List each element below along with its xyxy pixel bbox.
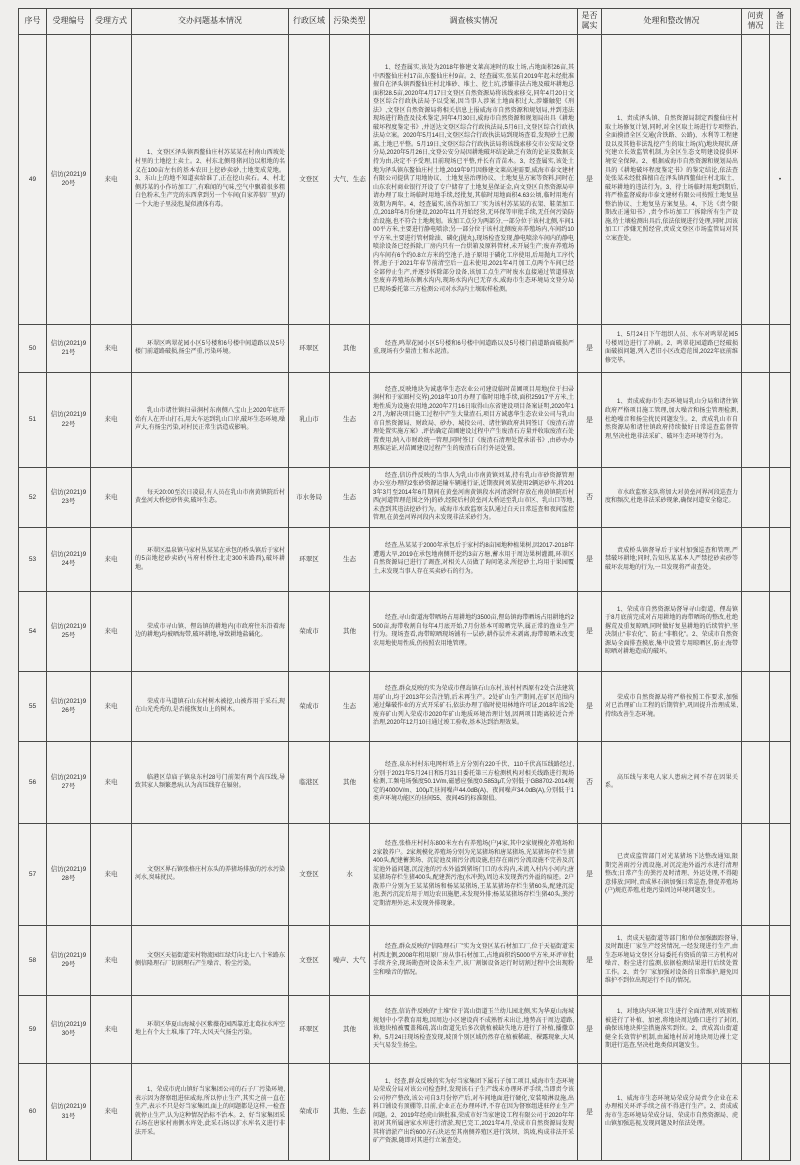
cell-acceptance-number: 信访(2021)928号: [47, 823, 91, 925]
cell-admin-region: 环翠区: [289, 995, 330, 1063]
cell-acceptance-number: 信访(2021)923号: [47, 467, 91, 527]
cell-remark: [770, 324, 791, 372]
cell-problem-description: 1、荣成市虎山镇好当家集团公司的石子厂污染环境,表示因为督察组进驻威海,所以停止生产,其实之前一直在生产,表示不只是好当家集团,面上的问题都是这样,一检查就停止生产,认为这种情况治标不治本。2、好当家集团采石场在唐家村南侧水库处,此采石场以扩水库名义进行非法开采。: [132, 1063, 289, 1160]
cell-pollution-type: 生态: [330, 467, 370, 527]
cell-acceptance-method: 来电: [91, 527, 132, 591]
cell-investigation-result: 经查,寻山街道海带晒场占用耕地约3500亩,俚岛镇海带晒场占用耕地约2500亩,海带收割自每年4月底开始,7月份基本可晾晒完毕,属正常的渔业生产行为。现场查看,海带晾晒现场铺有一层砂,耕作层并未剥离,海带晾晒未改变农用地使用性质,仍按照农用地管理。: [370, 591, 578, 671]
table-row: [19, 372, 791, 467]
cell-problem-description: 文登区界石镇张格庄村东头的养猪场排放的污水污染河水,臭味扰民。: [132, 823, 289, 925]
cell-verified-flag: 是: [578, 324, 602, 372]
cell-accountability: [742, 324, 770, 372]
cell-acceptance-method: 来电: [91, 591, 132, 671]
cell-problem-description: 环翠区鸣翠花园小区5号楼和6号楼中间道路以及5号楼门前道路破损,扬尘严重,污染环境。: [132, 324, 289, 372]
cell-verified-flag: 是: [578, 527, 602, 591]
cell-accountability: [742, 995, 770, 1063]
cell-pollution-type: 噪声、大气: [330, 925, 370, 995]
cell-accountability: [742, 34, 770, 324]
cell-admin-region: 市水务局: [289, 467, 330, 527]
table-row: [19, 591, 791, 671]
cell-handling-rectification: 1、荣成市自然资源局督导寻山街道、俚岛镇于8月底前完成对占用耕地的海带晒场的整改,杜绝撂荒及重复晾晒,同时做好复垦耕地的后续管护,坚决制止“非农化”、防止“非粮化”。2、荣成市自然资源局全面排查摸底,集中设置专用晾晒区,防止海带晾晒对耕地造成的破坏。: [602, 591, 742, 671]
column-header-4: 行政区域: [289, 9, 330, 35]
cell-serial-number: 59: [19, 995, 47, 1063]
cell-serial-number: 58: [19, 925, 47, 995]
cell-problem-description: 乳山市诸往镇扫帚涧村东南侧八宝山上2020年底开始有人在开山打石,用大车运到乳山口岸,破坏生态环境,噪声大,有扬尘污染,对村民正常生活造成影响。: [132, 372, 289, 467]
table-row: [19, 995, 791, 1063]
cell-acceptance-method: 来电: [91, 823, 132, 925]
cell-investigation-result: 1、经查,群众反映的实为好当家集团下属石子加工项目,威海市生态环境局荣成分局对该公司检查时,发现该石子生产线未办理环评手续,当即责令该公司停产整改,该公司自3月份停产后,对车间地面进行硬化,安装喷淋设施,出料口铺设有顶棚等,目前,企业正在办理环评,不存在因为督察组进驻停止生产问题。2、2019年经虎山镇批准,荣成市好当家建设工程有限公司于2020年年初对其所属唐家水库进行清淤,现已完工,2021年4月,荣成市自然资源局发现其将清淤产出约600方石块运至其南侧养殖区进行筑坝、筑坡,构成非法开采矿产资源,随即对其进行立案查处。: [370, 1063, 578, 1160]
cell-acceptance-number: 信访(2021)925号: [47, 591, 91, 671]
table-row: [19, 671, 791, 741]
cell-accountability: [742, 591, 770, 671]
table-row: [19, 823, 791, 925]
cell-acceptance-number: 信访(2021)931号: [47, 1063, 91, 1160]
cell-handling-rectification: 1、责成威海市生态环境局乳山分局和诸往镇政府严格项目施工管理,加大噪音和扬尘管理检测,杜绝噪音和扬尘扰民问题发生。2、责成乳山市自然资源局和诸往镇政府持续做好日常巡查监督管理,坚决杜绝非法采矿、破坏生态环境等行为。: [602, 372, 742, 467]
column-header-3: 交办问题基本情况: [132, 9, 289, 35]
cell-remark: •: [770, 34, 791, 324]
table-row: [19, 34, 791, 324]
cell-handling-rectification: 1、5月24日下午组织人员、水车对鸣翠花园5号楼周边进行了冲刷。2、鸣翠花园道路已经破损面破损问题,列入老旧小区改造范围,2022年底前维修完毕。: [602, 324, 742, 372]
cell-verified-flag: 是: [578, 372, 602, 467]
table-row: [19, 467, 791, 527]
column-header-9: 问责情况: [742, 9, 770, 35]
cell-remark: [770, 741, 791, 823]
cell-acceptance-method: 来电: [91, 1063, 132, 1160]
cell-problem-description: 临港区草庙子镇泉东村28号门前架有两个高压线,导致其家人频繁患病,认为高压线存在辐射。: [132, 741, 289, 823]
cell-serial-number: 55: [19, 671, 47, 741]
column-header-1: 受理编号: [47, 9, 91, 35]
cell-acceptance-method: 来电: [91, 671, 132, 741]
cell-admin-region: 文登区: [289, 823, 330, 925]
cell-verified-flag: 否: [578, 741, 602, 823]
cell-verified-flag: 是: [578, 823, 602, 925]
cell-investigation-result: 经查,反映地块为诚惠华生态农业公司建设临时苗圃项目用地(位于扫帚涧村和于家圈村交界),2018年10月办理了临时用地手续,面积25917平方米,土地性质为设施农用地,2020年7月16日取得山东省建设项目备案证明,2020年12月,为解决项目施工过程中产生大量渣石,项目方诚惠华生态农业公司与乳山市自然资源局、财政局、砂办、城投公司、诸往镇政府共同签订《废渣石清理处置实施方案》,评估确定苗圃建设过程中产生废渣石方量并收取废渣石处置费用,纳入市财政统一管理,同时签订《废渣石清理处置承诺书》,由砂办办理准运证,对苗圃建设过程产生的废渣石自行外运处置。: [370, 372, 578, 467]
cell-problem-description: 环翠区温泉镇马家村丛某某在承包的桥头镇后于家村的5亩地挖砂卖砂(马府村桥往北走300米路西),破坏耕地。: [132, 527, 289, 591]
column-header-7: 是否属实: [578, 9, 602, 35]
cell-investigation-result: 经查,丛某某于2000年承包后于家村约8亩园地种植果树,因2017-2018年遭遇大旱,2019在承包地南侧开挖约3亩方塘,蓄水用于周边果树灌溉,环翠区自然资源局已进行了调查,对相关人员做了询问笔录,所挖砂土,均用于果园覆土,未发现当事人存在买卖砂石的行为。: [370, 527, 578, 591]
cell-verified-flag: 否: [578, 467, 602, 527]
cell-serial-number: 53: [19, 527, 47, 591]
cell-admin-region: 文登区: [289, 34, 330, 324]
column-header-8: 处理和整改情况: [602, 9, 742, 35]
table-row: [19, 1063, 791, 1160]
cell-acceptance-method: 来电: [91, 467, 132, 527]
cell-remark: [770, 372, 791, 467]
cell-problem-description: 每天20:00至次日凌晨,有人员在乳山市南黄镇院后村黄垒河大桥挖砂售卖,破坏生态。: [132, 467, 289, 527]
cell-investigation-result: 经查,信访件反映的“土堆”位于嵩山街道玉兰幼儿园北侧,实为华夏山海城规划中小学教育用地,因周边小区建设尚不成熟暂未出让,地势高于周边道路,该地块植被覆盖稀疏,嵩山街道先后多次就植被缺失地方进行了补植,播撒草种。5月24日现场检查发现,坡顶个别区域仍然存在植被稀疏、裸露现象,大风天气易发生扬尘。: [370, 995, 578, 1063]
cell-problem-description: 荣成市马道镇石山东村树木被挖,山被炸用于采石,现在山光秃秃的,是否能恢复山上的树木。: [132, 671, 289, 741]
cell-admin-region: 荣成市: [289, 1063, 330, 1160]
cell-acceptance-number: 信访(2021)924号: [47, 527, 91, 591]
cell-handling-rectification: 1、责成天福街道等部门和单位加强跟踪督导,及时跟进厂家生产经营情况,一经发现进行生产,由生态环境局文登区分局委托有资质的第三方机构对噪音、粉尘进行监测,依据检测结果进行后续处置工作。2、责令厂家加强对设备的日常维护,避免因维护不到位出现运行不良的情况。: [602, 925, 742, 995]
cell-pollution-type: 生态: [330, 527, 370, 591]
cell-remark: [770, 925, 791, 995]
cell-remark: [770, 823, 791, 925]
cell-serial-number: 50: [19, 324, 47, 372]
cell-handling-rectification: 已责成监管部门对光某猪场下达整改通知,限期完善雨污分流设施,对沉淀池外溢污水进行清理整改;日常产生的粪污及时清理、外运处理,不得随意排放;同时,责成界石镇加强日常巡查,督促养殖场(户)规范养殖,杜绝污染周边环境问题发生。: [602, 823, 742, 925]
table-row: [19, 741, 791, 823]
cell-handling-rectification: 1、对地块内环境卫生进行全面清理,对坡顶植被进行了补植、加密,将地块周边路口进行了封闭,确保该地块抑尘措施落实到位。2、责成嵩山街道健全长效管护机制,由属地村居对地块周边裸土定期进行巡查,坚决杜绝类似问题发生。: [602, 995, 742, 1063]
cell-remark: [770, 995, 791, 1063]
cell-problem-description: 文登区天福街道宋村物流园红绿灯向北七八十米路东侧信隆理石厂切割理石产生噪音、粉尘污染。: [132, 925, 289, 995]
cell-accountability: [742, 467, 770, 527]
cell-acceptance-method: 来电: [91, 995, 132, 1063]
cell-acceptance-number: 信访(2021)929号: [47, 925, 91, 995]
cell-remark: [770, 527, 791, 591]
cell-handling-rectification: 1、责成泽头镇、自然资源局制定西鳌仙庄村取土场修复计划,同时,对全区取土场进行专项整治,全面摸清全区交通(含铁路、公路)、水利等工程建设以及其他非法乱挖产生的取土场(坑)地块现状,研究建立长效监管机制,为全区生态文明建设提供环境安全保障。2、根据威海市自然资源和规划局出具的《耕地破坏程度鉴定书》的鉴定结论,依法查处张某未经批准擅自在泽头镇西鳌仙庄村北取土、破坏耕地的违法行为。3、待土场临时用地到期后,将严格监督威海市泰文建材有限公司按照土地复垦整治协议、土地复垦方案复垦。4、下达《责令限期改正通知书》,责令作坊加工厂拆除所有生产设施,待土壤检测出具后,依法依规进行处理,同时,因该加工厂涉嫌无照经营,责成文登区市场监管局对其立案查处。: [602, 34, 742, 324]
cell-pollution-type: 其他: [330, 995, 370, 1063]
cell-accountability: [742, 671, 770, 741]
cell-accountability: [742, 1063, 770, 1160]
complaint-ledger-table: [18, 8, 791, 1161]
cell-verified-flag: 是: [578, 591, 602, 671]
cell-investigation-result: 经查,群众反映的“信隆理石厂”实为文登区某石材加工厂,位于天福街道宋村西北侧,2008年租用原厂房从事石材加工,占地面积约5000平方米,环评审批手续齐全,现场勘查时设备未生产,该厂割锯设备运行时切割过程中会出现粉尘和噪音的情况。: [370, 925, 578, 995]
cell-accountability: [742, 527, 770, 591]
cell-acceptance-number: 信访(2021)926号: [47, 671, 91, 741]
cell-acceptance-method: 来电: [91, 34, 132, 324]
cell-admin-region: 临港区: [289, 741, 330, 823]
cell-serial-number: 51: [19, 372, 47, 467]
cell-investigation-result: 经查,鸣翠花园小区5号楼和6号楼中间道路以及5号楼门前道路面破损严重,现场有少量渣土和水泥渣。: [370, 324, 578, 372]
column-header-6: 调查核实情况: [370, 9, 578, 35]
cell-remark: [770, 1063, 791, 1160]
cell-acceptance-number: 信访(2021)922号: [47, 372, 91, 467]
cell-acceptance-method: 来电: [91, 324, 132, 372]
cell-investigation-result: 1、经查属实,该处为2018年修建文莱高速时的取土场,占地面积26亩,其中西鳌仙庄村17亩,东鳌仙庄村9亩。2、经查属实,张某自2019年起未经批准擅自在泽头镇西鳌仙庄村北堆砂、堆土、挖土坑,涉嫌非法占地及破坏耕地总面积28.5亩,2020年4月17日文登区自然资源局将该线索移交,同年4月20日文登区综合行政执法局予以受案,因当事人涉案土地面积过大,涉嫌触犯《刑法》,文登区自然资源局将相关信息上报威海市自然资源和规划局,并到违法现场进行勘查及技术鉴定,同年4月30日,威海市自然资源和规划局出具《耕地破坏程度鉴定书》,并送达文登区综合行政执法局,5月6日,文登区综合行政执法局立案。2020年5月14日,文登区综合行政执法局到现场查看,发现砂土已搬离,土地已平整。5月19日,文登区综合行政执法局将该线索移交市公安局文登分局,2020年5月26日,文登公安分局因耕地破坏结论缺乏有效的论证及数据支持为由,决定不予受理,目前现场已平整,并长有青苗木。3、经查属实,该处土地为泽头镇东鳌仙庄村土地,2019年9月因修建文莱高速需要,威海市泰文建材有限公司提供了用地协议、土地复垦治理协议、土地复垦方案等资料,同时在山东农村商业银行开设了专户储存了土地复垦保证金,向文登区自然资源局申请办理了取土场临时用地手续,经批复,其临时用地面积4.63公顷,临时用地有效期为两年。4、经查属实,该作坊加工厂实为该村苏某某的衣架、鞋架加工点,2018年6月份建设,2020年11月开始经营,无环保等审批手续,无任何污染防治设施,也不符合土地规划。该加工点分为两部分,一部分位于该村北侧,车间100平方米,主要进行静电喷涂;另一部分位于该村北侧废弃养殖场内,车间约10平方米,主要进行管材除油、磷化(抛丸),现场检查发现,静电喷涂车间内的静电喷涂设备已经拆除,厂房内只有一台烘箱及原料管材,未开展生产;废弃养殖场内车间有6个约0.8立方米的空池子,池子原用于磷化工序使用,后用抛丸工序代替,池子于2021年春节前清空后一直未使用,2021年4月加工点两个车间已经全部停止生产,并逐步拆除部分设备,该加工点生产时废水直接通过管道排放至废弃养殖场东侧水沟内,现场水沟内已无存水,威海市生态环境局文登分局已现场委托第三方检测公司对水沟内土壤取样检测。: [370, 34, 578, 324]
cell-verified-flag: 是: [578, 995, 602, 1063]
column-header-0: 序号: [19, 9, 47, 35]
cell-acceptance-number: 信访(2021)930号: [47, 995, 91, 1063]
cell-accountability: [742, 741, 770, 823]
cell-acceptance-number: 信访(2021)920号: [47, 34, 91, 324]
table-header-row: [19, 9, 791, 35]
cell-acceptance-method: 来电: [91, 925, 132, 995]
cell-pollution-type: 其他: [330, 324, 370, 372]
cell-admin-region: 环翠区: [289, 324, 330, 372]
cell-serial-number: 52: [19, 467, 47, 527]
cell-admin-region: 环翠区: [289, 527, 330, 591]
cell-serial-number: 54: [19, 591, 47, 671]
column-header-2: 受理方式: [91, 9, 132, 35]
cell-pollution-type: 其他: [330, 741, 370, 823]
cell-verified-flag: 是: [578, 34, 602, 324]
cell-serial-number: 57: [19, 823, 47, 925]
cell-serial-number: 60: [19, 1063, 47, 1160]
cell-accountability: [742, 372, 770, 467]
cell-pollution-type: 生态: [330, 372, 370, 467]
cell-acceptance-method: 来电: [91, 372, 132, 467]
cell-handling-rectification: 市水政监察支队将加大对黄垒河界河段巡查力度和频次,杜绝非法采砂现象,确保河道安全稳定。: [602, 467, 742, 527]
cell-handling-rectification: 高压线与来电人家人患病之间不存在因果关系。: [602, 741, 742, 823]
cell-admin-region: 文登区: [289, 925, 330, 995]
cell-investigation-result: 经查,信访件反映的当事人为乳山市南黄镇刘某,持有乳山市砂资源管理办公室办理的2张砂资源运输车辆通行证,近期夜间刘某使用2辆运砂车,将2013年3月至2014年6月期间在黄垒河南黄镇段水河清淤时存放在南黄镇院后村西(河道管理范围之外)的砂,经院后村黄垒河大桥运至乳山市区、乳山口等地,未查到其违法挖砂行为。威海市水政监察支队通过白天日常巡查和夜间监控管理,在黄垒河界河段内未发现非法采砂行为。: [370, 467, 578, 527]
cell-problem-description: 荣成市寻山镇、俚岛镇的耕地内(市政府往东沿着海边的耕地)均被晒海带,破坏耕地,导致耕地盐碱化。: [132, 591, 289, 671]
cell-handling-rectification: 1、威海市生态环境局荣成分局责令企业在未办理相关环评手续之前不得进行生产。2、责成威海市生态环境局荣成分局、荣成市自然资源局、虎山镇加强巡视,发现问题及时依法处理。: [602, 1063, 742, 1160]
cell-investigation-result: 经查,泉东村村东电网杆塔上方分别有220千伏、110千伏高压线路经过,分别于2021年5月24日和5月31日委托第三方检测机构对相关线路进行现场检测,工频电场强度50.1V/m,磁感应强度0.5853μT,分别低于GB8702-2014规定的4000V/m、100μT;昼间噪声44.0dB(A)、夜间噪声34.0dB(A),分别低于1类声环境功能区的昼间55、夜间45的标准限值。: [370, 741, 578, 823]
cell-investigation-result: 经查,群众反映的实为荣成市俚岛镇石山东村,该村村西原有2处合法建筑用矿山,均于2013年公告注销,后未再生产。2处矿山生产期间,在矿区范围内通过爆破作业的方式开采矿石,依法办理了临时使用林地许可证,2018年该2处废弃矿山列入荣成市2020年矿山地质环境治理计划,因两项目距离较近合并治理,2020年12月10日通过竣工验收,基本达到治理效果。: [370, 671, 578, 741]
table-row: [19, 527, 791, 591]
cell-acceptance-number: 信访(2021)927号: [47, 741, 91, 823]
table-row: [19, 324, 791, 372]
table-row: [19, 925, 791, 995]
cell-pollution-type: 大气、生态: [330, 34, 370, 324]
cell-pollution-type: 水: [330, 823, 370, 925]
cell-handling-rectification: 荣成市自然资源局将严格按照工作要求,加强对已治理矿山工程的后期管护,巩固提升治理成果,持续改善生态环境。: [602, 671, 742, 741]
column-header-5: 污染类型: [330, 9, 370, 35]
cell-problem-description: 1、文登区泽头镇西鳌仙庄村苏某某在村南山西坡处村里的土地挖土卖土。2、村东北侧母猪河边以租地的名义在100亩左右的基本农田上挖砂卖砂,土地变成荒地。3、东山上的地不知道卖给谁了,正在挖山卖石。4、村北侧苏某的小作坊加工厂,有难闻的气味,空气中飘着很多粗白色粉末,生产完的东西拿到另一个车间(自家养貂厂里)的一个大池子里浸泡,疑似液体有毒。: [132, 34, 289, 324]
cell-accountability: [742, 823, 770, 925]
cell-acceptance-number: 信访(2021)921号: [47, 324, 91, 372]
cell-admin-region: 荣成市: [289, 591, 330, 671]
cell-remark: [770, 467, 791, 527]
cell-investigation-result: 经查,张格庄村村东800米左右有养殖场(户)4家,其中2家规模化养殖场和2家散养户。2家规模化养殖场分别为光某猪场和唐某猪场,光某猪场存栏生猪400头,配建蓄粪场、沉淀池及雨污分流设施,但存在雨污分流设施不完善及沉淀池外溢问题,沉淀池的污水外溢到猪场门口的水沟内,未流入村内小河内;唐某猪场存栏生猪400头,配建粪污池(水冲粪),周边未发现粪污外溢的痕迹。2户散养户分别为王某某猪场和杨某某猪场,王某某猪场存栏生猪60头,配建沉淀池,粪污沉淀后用于周边农田施肥,未发现外排;杨某某猪场存栏生猪40头,粪污定期清理外运,未发现外排现象。: [370, 823, 578, 925]
cell-acceptance-method: 来电: [91, 741, 132, 823]
cell-handling-rectification: 责成桥头镇督导后于家村加强巡查和管理,严禁破坏耕地;同时,告知丛某某本人严禁挖砂卖砂等破坏农用地的行为,一旦发现将严肃查处。: [602, 527, 742, 591]
cell-verified-flag: 是: [578, 1063, 602, 1160]
cell-serial-number: 49: [19, 34, 47, 324]
cell-remark: [770, 591, 791, 671]
cell-admin-region: 乳山市: [289, 372, 330, 467]
cell-remark: [770, 671, 791, 741]
cell-verified-flag: 是: [578, 925, 602, 995]
cell-pollution-type: 其他: [330, 591, 370, 671]
cell-admin-region: 荣成市: [289, 671, 330, 741]
cell-verified-flag: 是: [578, 671, 602, 741]
cell-problem-description: 环翠区华夏山海城小区紫薇花园西靠近北葛拉水库空地上有个大土堆,堆了7年,大风天气扬尘污染。: [132, 995, 289, 1063]
cell-serial-number: 56: [19, 741, 47, 823]
cell-accountability: [742, 925, 770, 995]
cell-pollution-type: 其他、生态: [330, 1063, 370, 1160]
cell-pollution-type: 生态: [330, 671, 370, 741]
column-header-10: 备注: [770, 9, 791, 35]
